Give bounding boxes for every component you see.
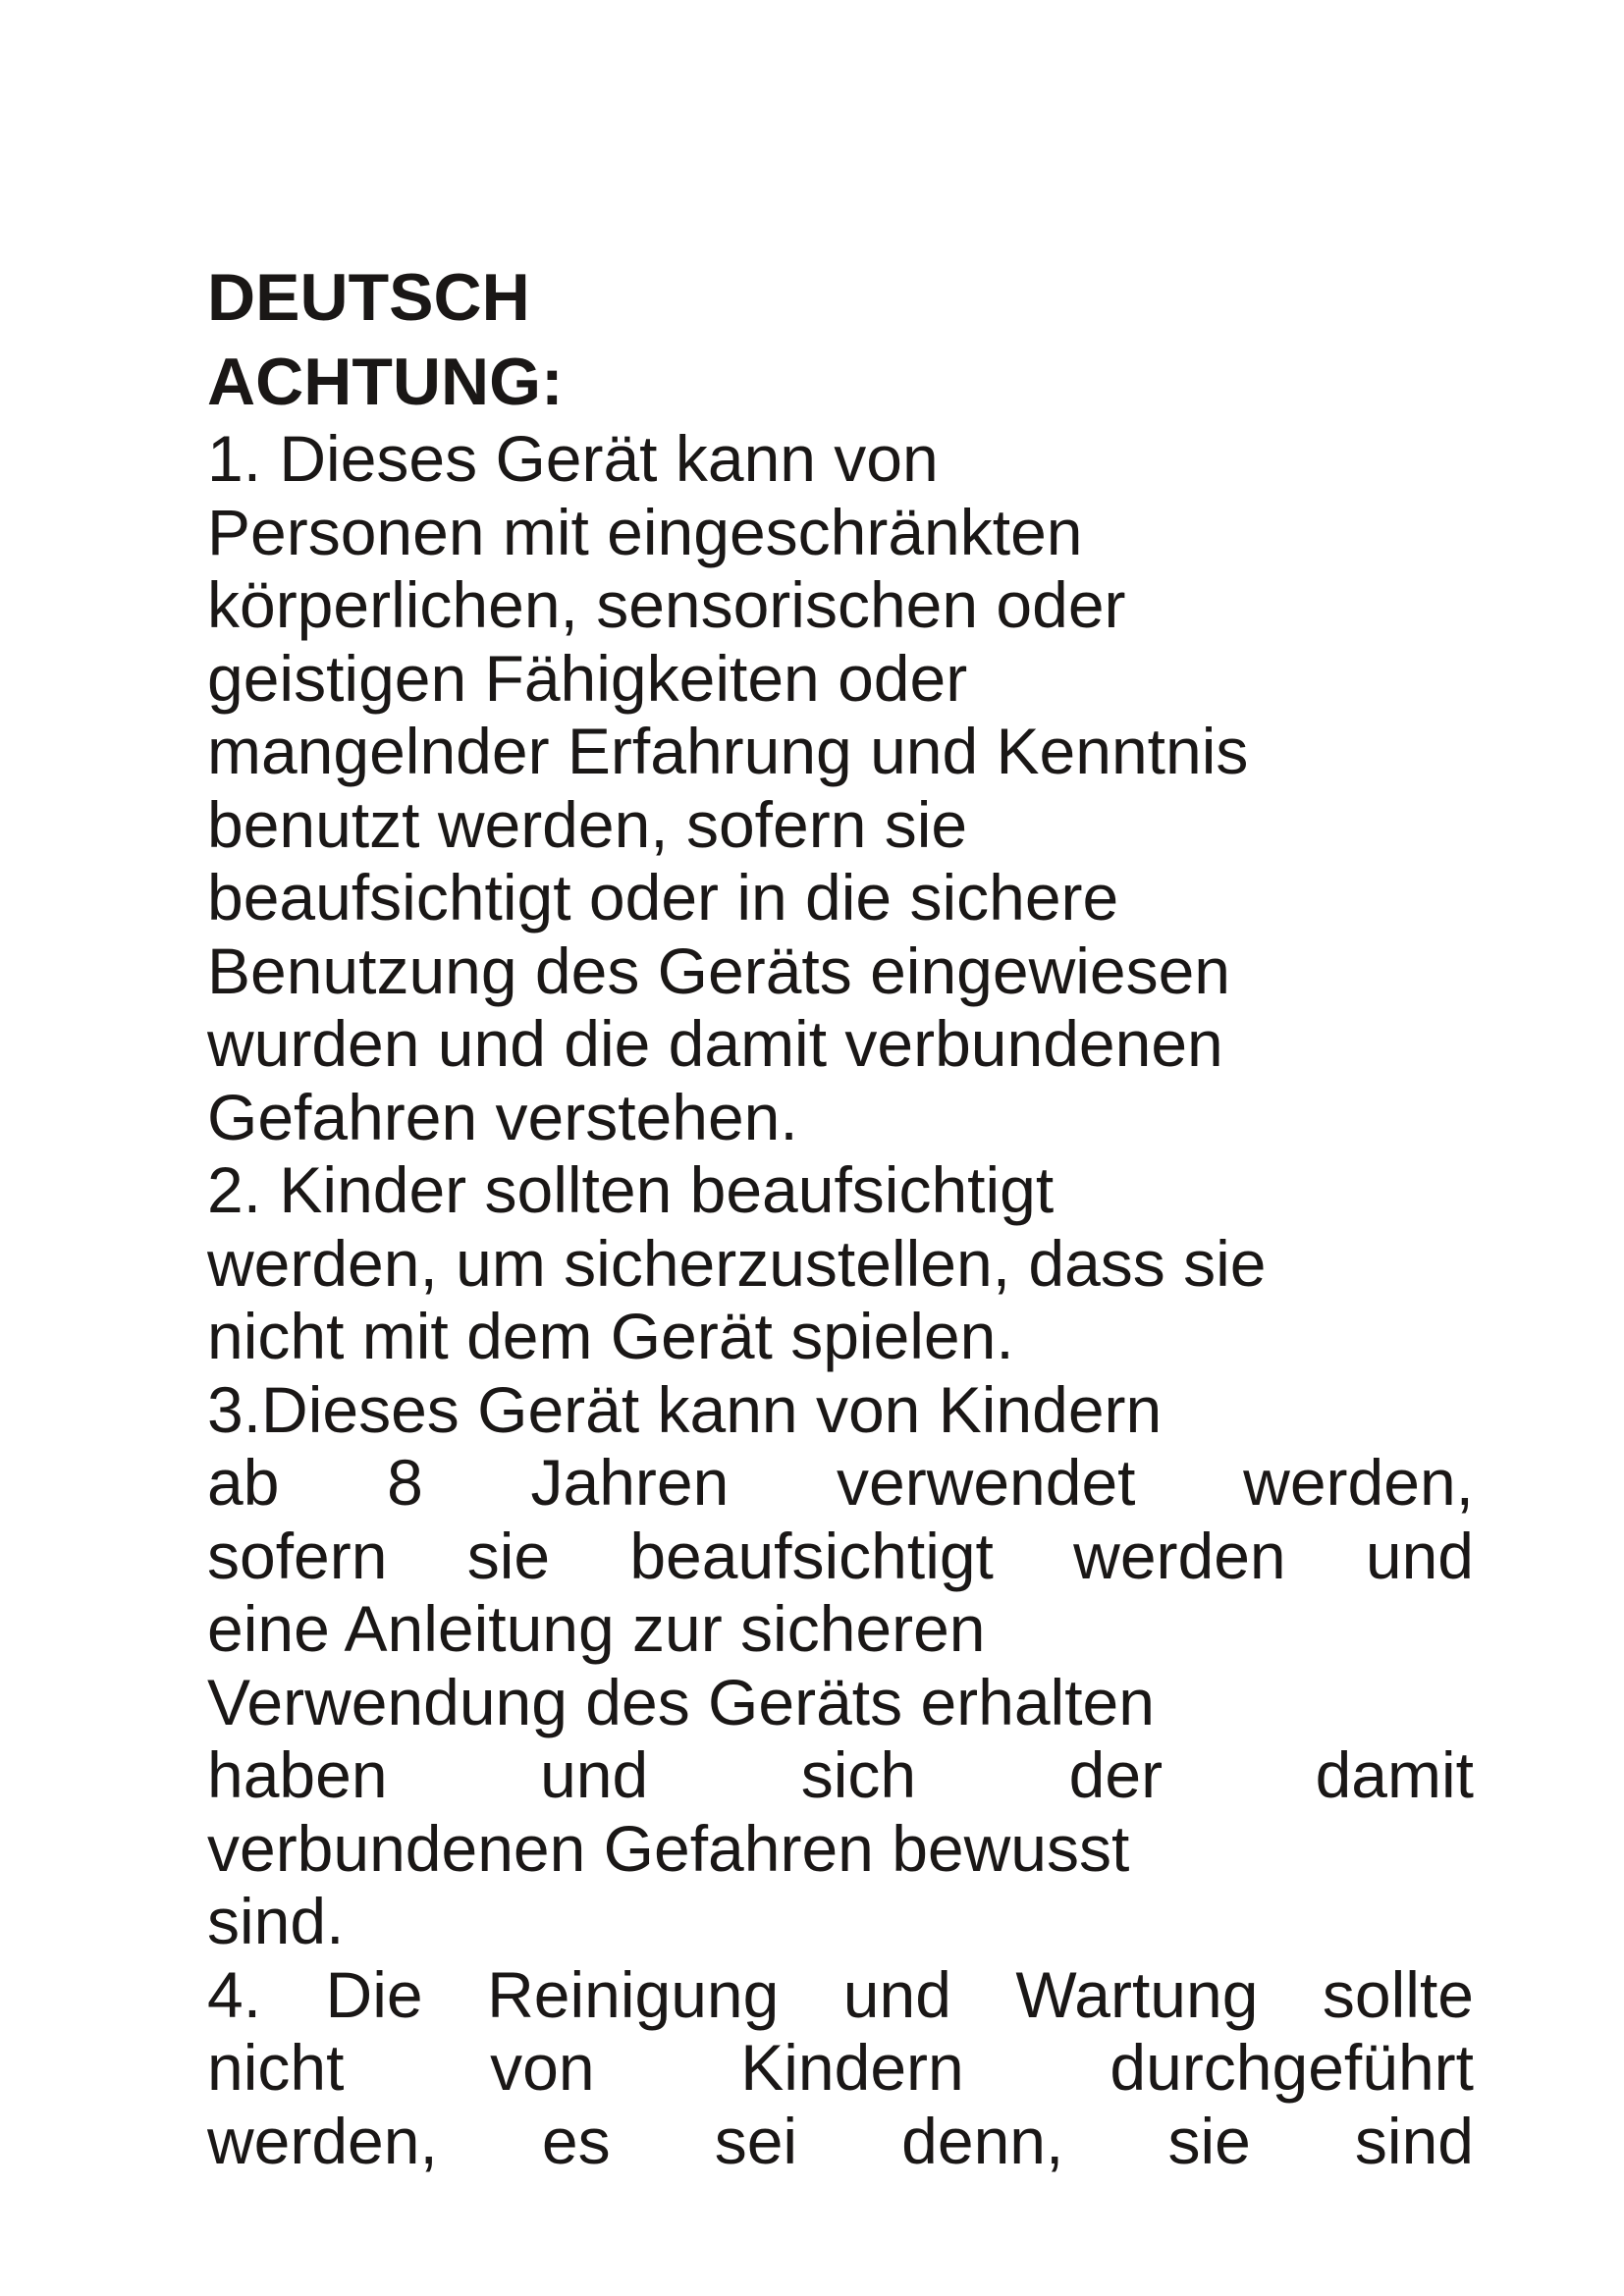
text-line: werden, es sei denn, sie sind [207,2104,1474,2177]
language-heading: DEUTSCH [207,260,530,335]
text-line: Benutzung des Geräts eingewiesen [207,934,1231,1007]
text-line: eine Anleitung zur sicheren [207,1592,986,1665]
warning-heading: ACHTUNG: [207,345,564,419]
text-line: Personen mit eingeschränkten [207,495,1083,568]
text-line: verbundenen Gefahren bewusst [207,1811,1130,1885]
text-line: sind. [207,1885,345,1957]
text-line: haben und sich der damit [207,1738,1474,1811]
text-line: 2. Kinder sollten beaufsichtigt [207,1153,1055,1226]
text-line: 3.Dieses Gerät kann von Kindern [207,1372,1163,1446]
text-line: wurden und die damit verbundenen [207,1007,1223,1080]
warning-section [207,253,1474,2177]
text-line: nicht mit dem Gerät spielen. [207,1300,1014,1372]
text-line: nicht von Kindern durchgeführt [207,2031,1474,2104]
warning-body [207,422,1474,2177]
text-line: benutzt werden, sofern sie [207,787,968,861]
text-line: körperlichen, sensorischen oder [207,568,1126,641]
text-line: werden, um sicherzustellen, dass sie [207,1226,1267,1300]
text-line: geistigen Fähigkeiten oder [207,641,968,715]
text-line: mangelnder Erfahrung und Kenntnis [207,715,1249,787]
text-line: 4. Die Reinigung und Wartung sollte [207,1957,1474,2031]
text-line: 1. Dieses Gerät kann von [207,422,939,495]
text-line: beaufsichtigt oder in die sichere [207,861,1119,934]
text-line: Gefahren verstehen. [207,1080,798,1153]
text-line: ab 8 Jahren verwendet werden, [207,1446,1474,1519]
text-line: Verwendung des Geräts erhalten [207,1665,1155,1738]
text-line: sofern sie beaufsichtigt werden und [207,1519,1474,1592]
